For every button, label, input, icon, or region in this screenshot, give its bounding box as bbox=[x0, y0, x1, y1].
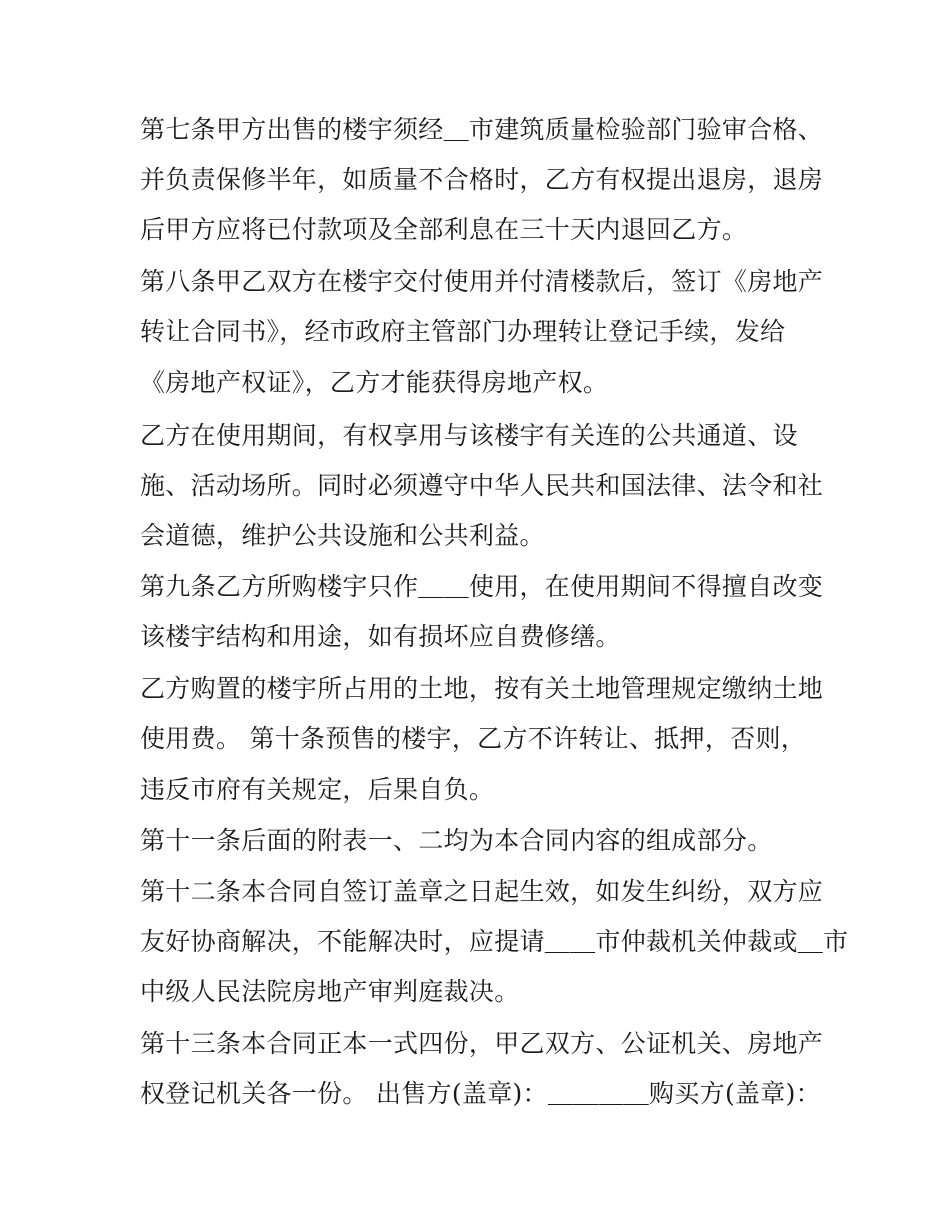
text-line: 第九条乙方所购楼宇只作＿＿使用，在使用期间不得擅自改变 bbox=[140, 572, 824, 601]
text-line: 第八条甲乙双方在楼宇交付使用并付清楼款后，签订《房地产 bbox=[140, 267, 824, 296]
text-line: 转让合同书》，经市政府主管部门办理转让登记手续，发给 bbox=[140, 317, 786, 346]
text-line: 中级人民法院房地产审判庭裁决。 bbox=[140, 977, 520, 1006]
text-line: 权登记机关各一份。 出售方(盖章)：＿＿＿＿购买方(盖章)： bbox=[140, 1079, 821, 1108]
text-line: 违反市府有关规定，后果自负。 bbox=[140, 775, 495, 804]
text-line: 乙方购置的楼宇所占用的土地，按有关土地管理规定缴纳土地 bbox=[140, 674, 824, 703]
text-line: 友好协商解决，不能解决时，应提请＿＿市仲裁机关仲裁或＿市 bbox=[140, 927, 849, 956]
text-line: 第十一条后面的附表一、二均为本合同内容的组成部分。 bbox=[140, 826, 773, 855]
text-line: 施、活动场所。同时必须遵守中华人民共和国法律、法令和社 bbox=[140, 471, 824, 500]
text-line: 第十二条本合同自签订盖章之日起生效，如发生纠纷，双方应 bbox=[140, 877, 824, 906]
text-line: 后甲方应将已付款项及全部利息在三十天内退回乙方。 bbox=[140, 215, 748, 244]
text-line: 使用费。 第十条预售的楼宇，乙方不许转让、抵押，否则， bbox=[140, 724, 807, 753]
text-line: 该楼宇结构和用途，如有损坏应自费修缮。 bbox=[140, 622, 621, 651]
text-line: 会道德，维护公共设施和公共利益。 bbox=[140, 521, 545, 550]
text-line: 第七条甲方出售的楼宇须经＿市建筑质量检验部门验审合格、 bbox=[140, 115, 824, 144]
text-line: 并负责保修半年，如质量不合格时，乙方有权提出退房，退房 bbox=[140, 165, 824, 194]
text-line: 《房地产权证》，乙方才能获得房地产权。 bbox=[140, 368, 609, 397]
text-line: 乙方在使用期间，有权享用与该楼宇有关连的公共通道、设 bbox=[140, 421, 798, 450]
text-line: 第十三条本合同正本一式四份，甲乙双方、公证机关、房地产 bbox=[140, 1029, 824, 1058]
